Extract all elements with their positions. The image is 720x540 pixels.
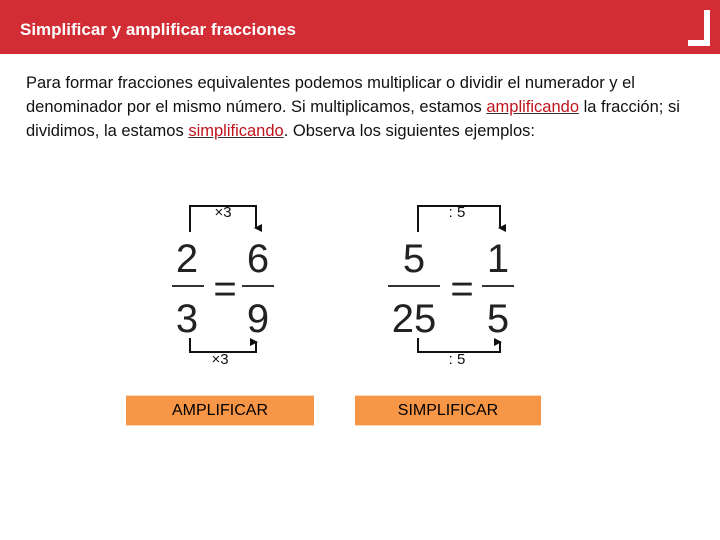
right-numerator: 1 (486, 237, 510, 281)
left-denominator: 3 (175, 297, 199, 341)
amplificar-label: AMPLIFICAR (126, 395, 314, 426)
left-numerator: 2 (175, 237, 199, 281)
left-denominator: 25 (391, 297, 437, 341)
left-numerator: 5 (402, 237, 426, 281)
equals-sign: = (450, 267, 474, 311)
right-numerator: 6 (246, 237, 270, 281)
intro-text-2: la fracción; si dividimos, la estamos (26, 98, 680, 140)
highlight-amplificando: amplificando (486, 98, 579, 116)
example-simplificar (388, 204, 514, 368)
example-amplificar (172, 204, 274, 368)
simplificar-label: SIMPLIFICAR (355, 395, 541, 426)
equals-sign: = (213, 267, 237, 311)
right-denominator: 5 (486, 297, 510, 341)
intro-text-3: . Observa los siguientes ejemplos: (283, 122, 535, 140)
right-denominator: 9 (246, 297, 270, 341)
bottom-operator-label: ×3 (211, 351, 229, 368)
highlight-simplificando: simplificando (188, 122, 284, 140)
top-operator-label: : 5 (448, 204, 466, 221)
intro-text-1: Para formar fracciones equivalentes podemos multiplicar o dividir el numerador y el denominador por el mismo número. Si multiplicamos, estamos (26, 74, 635, 116)
top-operator-label: ×3 (214, 204, 232, 221)
bottom-operator-label: : 5 (448, 351, 466, 368)
slide-title: Simplificar y amplificar fracciones (20, 20, 296, 39)
